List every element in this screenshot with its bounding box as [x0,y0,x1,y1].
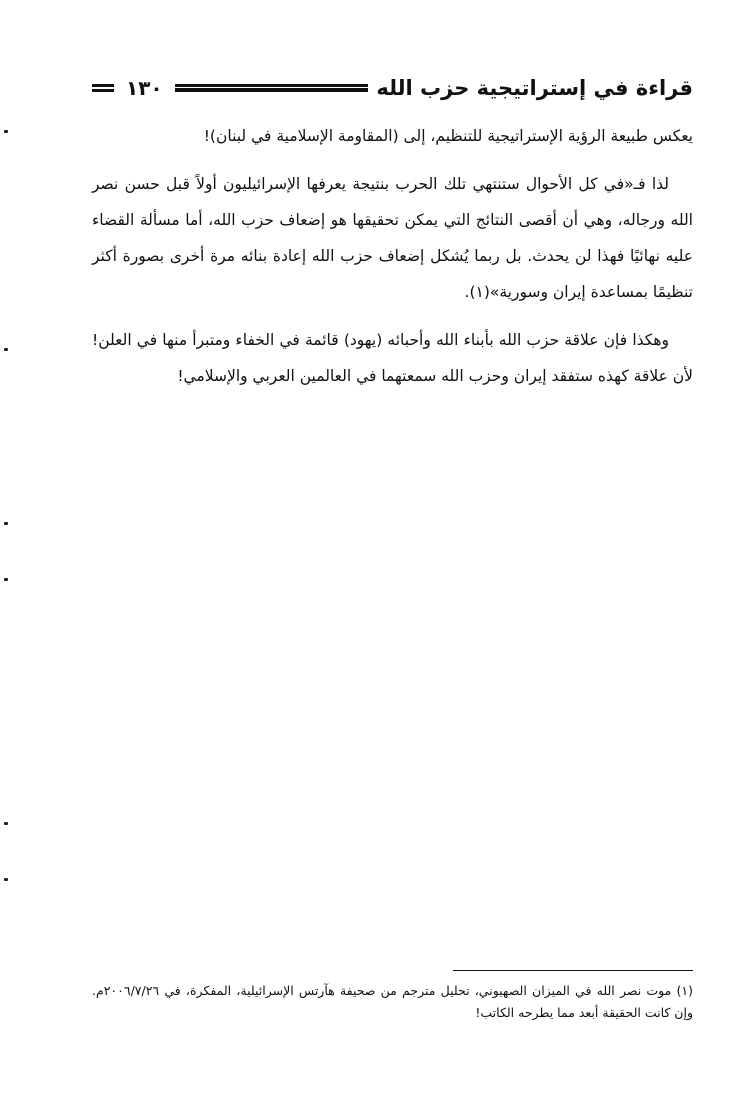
footnote: (١) موت نصر الله في الميزان الصهيوني، تحليل مترجم من صحيفة هآرتس الإسرائيلية، المفكرة، في ٢٠٠٦/٧/٢٦م. وإن كانت الحقيقة أبعد مما يطرحه الكاتب! [92,983,693,1020]
paragraph-2: لذا فـ«في كل الأحوال ستنتهي تلك الحرب بنتيجة يعرفها الإسرائيليون أولاً قبل حسن نصر الله ورجاله، وهي أن أقصى النتائج التي يمكن تحقيقها هو إضعاف حزب الله، أما مسألة القضاء عليه نهائيًا فهذا لن يحدث. بل ربما يُشكل إضعاف حزب الله إعادة بنائه مرة أخرى بصورة أكثر تنظيمًا بمساعدة إيران وسورية»(١). [92,175,693,301]
header-rule [175,84,369,92]
paragraph-1: يعكس طبيعة الرؤية الإستراتيجية للتنظيم، إلى (المقاومة الإسلامية في لبنان)! [203,127,693,145]
scan-edge-mark [4,822,8,825]
footnote-separator [453,970,693,971]
body-text [92,118,693,406]
header-dash-ornament [92,84,114,92]
scan-edge-mark [4,348,8,351]
scan-edge-mark [4,130,8,133]
header-title: قراءة في إستراتيجية حزب الله [376,76,693,100]
page-number: ١٣٠ [126,76,163,100]
scan-edge-mark [4,878,8,881]
scan-edge-mark [4,578,8,581]
running-header [92,70,693,106]
scan-edge-mark [4,522,8,525]
paragraph-3: وهكذا فإن علاقة حزب الله بأبناء الله وأحبائه (يهود) قائمة في الخفاء ومتبرأ منها في العلن! لأن علاقة كهذه ستفقد إيران وحزب الله سمعتهما في العالمين العربي والإسلامي! [92,331,693,385]
